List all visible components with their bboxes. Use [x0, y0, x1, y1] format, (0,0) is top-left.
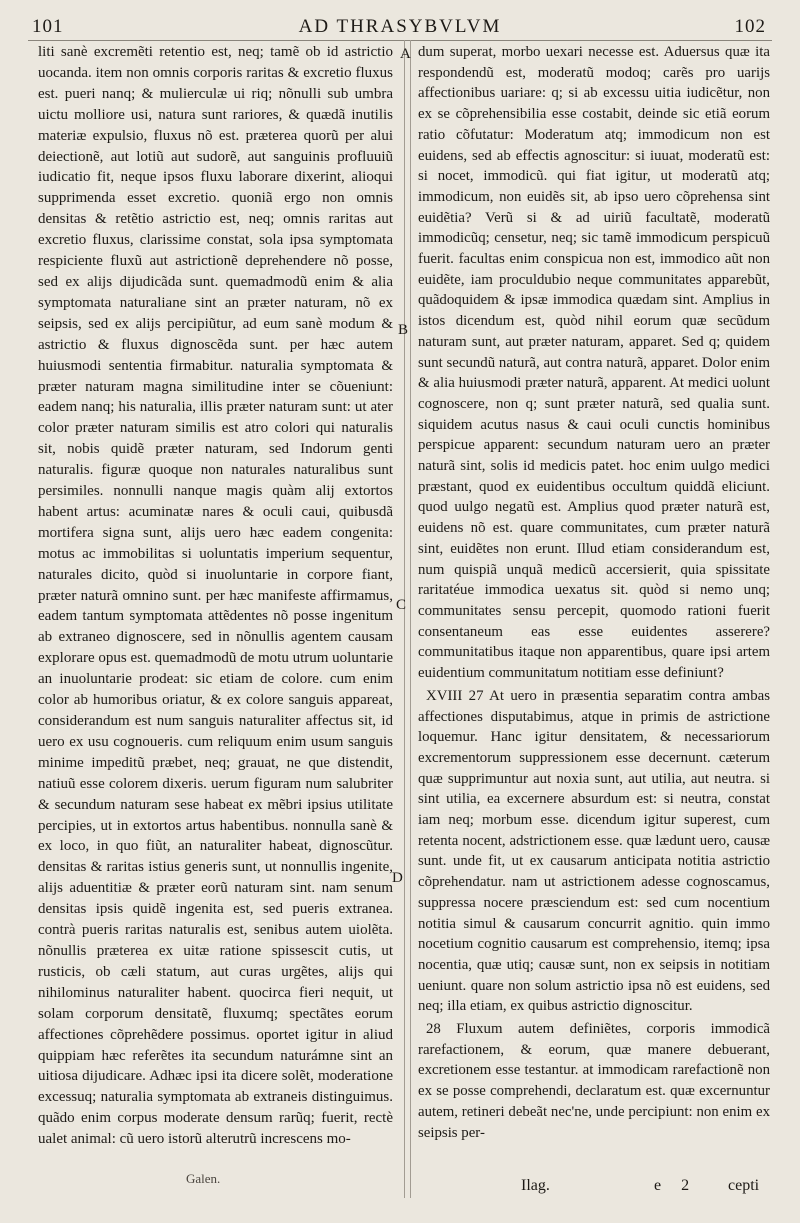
- running-title: AD THRASYBVLVM: [298, 16, 502, 37]
- quire-mark: e 2: [654, 1177, 698, 1194]
- right-text-column: [418, 42, 770, 1143]
- section-paragraph: 28 Fluxum autem definiẽtes, corporis immodicã rarefactionem, & eorum, quæ manere debuerant, excretionem esse testantur. at immodicam rarefactionẽ non ex se posse comprehendi, declaratum est. quæ excernuntur autem, retineri debeãt nec'ne, unde percipiunt: non enim ex seipsis per-: [418, 1021, 770, 1141]
- page-footer: [0, 1171, 800, 1211]
- page-number-left: 101: [32, 16, 64, 37]
- column-rule-left: [404, 40, 405, 1198]
- margin-marker-a: A: [400, 46, 411, 62]
- running-header: [0, 14, 800, 40]
- footer-note: Galen.: [186, 1171, 221, 1186]
- paragraph: liti sanè excremẽti retentio est, neq; tamẽ ob id astrictio uocanda. item non omnis corporis raritas & excretio fluxus est. pueri nanq; & mulierculæ ui riq; nõnulli sub umbra uictu molliore usi, natura sunt rariores, & quædã inutilis materiæ expulsio, fluxus nõ est. præterea quorũ per alui deiectionẽ, aut lotiũ aut sudorẽ, aut sanguinis profluuiũ iudicatio fit, neque ipsos fluxu laborare dixerint, alioqui supprimenda esset excretio. quoniã ergo non omnis densitas & retẽtio astrictio est, neq; omnis raritas aut excretio fluxus, clarissime constat, sola ipsa symptomata respiciente fluxũ aut astrictionẽ deprehendere nõ posse, sed ex alijs dijudicãda sunt. quemadmodũ enim & alia symptomata naturaliane sint an præter naturam, nõ ex seipsis, sed ex alijs percipiũtur, ad eum sanè modum & astrictio & fluxus dignoscẽda sunt. per hæc autem huiusmodi sententia firmabitur. naturalia symptomata & præter naturam magna similitudine inter se cõueniunt: eadem nanq; his naturalia, illis præter naturam sunt: ut ater color præter naturam similis est atro colori qui naturalis sit, nobis quidẽ præter naturam, sed Indorum genti naturalis. figuræ quoque non naturales naturalibus sunt persimiles. nonnulli nanque magis quàm alij extortos habent artus: acuminatæ nares & oculi caui, quibusdã mortifera signa sunt, alijs uero hæc eadem congenita: motus ac immobilitas si uoluntatis imperium sequentur, naturales dicito, quòd si inuoluntarie in corpore fiant, præter naturã omnino sunt. per hæc manifeste affirmamus, eadem tantum symptomata attẽdentes nõ posse ingenitum ab extraneo dignoscere, sed in nõnullis agentem causam explorare opus est. quemadmodũ de motu utrum uoluntarie an inuoluntarie prodeat: sic etiam de colore. cum enim color ab humoribus oriatur, & ex colore sanguis appareat, considerandum est num sanguis naturaliter affectus sit, id uero ex usu cognoueris. cum reliquum enim usum sanguis minime impeditũ præbet, neq; grauat, ne que distendit, natiuũ esse colorem dixeris. uerum figuram num salubriter & secundum naturam sese habeat ex mẽbri ipsius utilitate percipies, ut in extortos artus habentibus. nonnulla sanè & ex loco, in quo fiũt, an naturaliter habeat, dignoscũtur. densitas & raritas istius generis sunt, ut nonnullis ingenite, alijs aduentitiæ & præter eorũ naturam sint. nam senum densitas ipsis quidẽ ingenita est, sed pueris extranea. contrà pueris raritas naturalis est, senibus autem uiolẽta. nõnullis præterea ex uitæ ratione spissescit cutis, ut rusticis, ob cæli statum, aut curas urgẽtes, alijs qui nihilominus naturaliter habent. quocirca fieri nequit, ut solam corporum densitatẽ, fluxumq; spectãtes eorum affectiones cõprehẽdere possimus. oportet igitur in aliud quippiam hæc referẽtes ita secundum naturámne sint an uitiosa dijudicare. Adhæc ipsi ita dicere solẽt, moderatione excessuq; naturalia symptomata ab extraneis distinguimus. quãdo enim corpus moderate densum rarũq; fuerit, rectè ualet animal: cũ uero istorũ alterutrũ increscens mo-: [38, 44, 393, 1148]
- paragraph: dum superat, morbo uexari necesse est. Aduersus quæ ita respondendũ est, moderatũ modoq; carẽs pro uarijs affectionibus uariare: q; si ab excessu uitia iudicẽtur, non ex se cõprehensibilia esse costabit, deinde sic etiã eorum ratio cõfutatur: Moderatum atq; immodicum non est euidens, sed ab effectis agnoscitur: si iuuat, moderatũ est: si nocet, immodicũ. qui fiat igitur, ut moderatũ atq; immodicum, non euidẽs sit, ab ipso uero cõprehensa sint euidẽtia? Verũ si & ad uiriũ facultatẽ, moderatũ immodicũq; censetur, neq; sic tamẽ immodicum perspicuũ fuerit. facultas enim conspicua non est, immodico aũt non euidẽte, iam proculdubio neque communitates apparebũt, quãdoquidem & ipsæ immodica quædam sint. Amplius in istos dicendum est, quòd nihil eorum quæ secũdum naturam sunt, aut præter naturam, apparet. Sed q; quidem sunt secundũ naturã, aut contra naturã, apparet. Dolor enim & alia huiusmodi præter naturã, apparent. At medici uolunt cognoscere, non q; sunt præter naturã, sed qualia sunt. siquidem acutus nasus & caui oculi cunctis hominibus perspicue apparent: secundum naturam uero an præter naturã sint, solis id medicis patet. hoc enim uulgo medici præstant, quod ex euidentibus occultum quiddã eliciunt. quod uulgo negatũ est. Amplius quod præter naturã est, euidens nõ est. quare communitates, cum præter naturã sint, euidẽtes non erunt. Illud etiam considerandum est, num quispiã unquã medicũ accersierit, quia spissitate raritatéue immodica uexatus sit. quòd si nemo unq; communitates sensu percepit, quomodo rationi fuerit consentaneum eas esse euidentes asserere? communitatibus itaque non apparentibus, quare ipsi artem euidentium communitatum notitiam esse definiunt?: [418, 44, 770, 682]
- header-rule: [28, 40, 772, 41]
- margin-marker-b: B: [398, 322, 409, 338]
- page-number-right: 102: [734, 16, 766, 37]
- margin-marker-d: D: [392, 870, 403, 886]
- section-paragraph: XVIII 27 At uero in præsentia separatim contra ambas affectiones disputabimus, atque in primis de astrictione loquemur. Hanc igitur densitatem, & necessariorum excrementorum suppressionem esse decernunt. cæterum quæ supprimuntur aut noxia sunt, aut utilia, aut neutra. si sint utilia, ea excernere absurdum est: si neutra, constat iam neq; morbum esse. dicendum igitur superest, cum retenta nocent, adstrictionem esse. quæ lædunt uero, causæ sunt. unde fit, ut ex causarum anticipata notitia astrictio cõprehendatur. nam ut astrictionem adesse cognoscamus, suppressa nocere præsciendum est: sed cum nocentium notitia simul & causarum concurrit agnitio. quin immo nocetium cognitio causarum est comprehensio, itemq; ipsa nocentia, quæ utiq; causæ sunt, non ex seipsis in notitiam ueniunt. quare non solum astrictio ipsa nõ est euidens, sed neq; illa etiam, ex quibus astrictio dignoscitur.: [418, 687, 770, 1015]
- signature-word: Ilag.: [521, 1177, 550, 1194]
- margin-marker-c: C: [396, 597, 407, 613]
- catchword: cepti: [728, 1177, 760, 1194]
- left-text-column: [38, 42, 393, 1150]
- column-rule-right: [410, 40, 411, 1198]
